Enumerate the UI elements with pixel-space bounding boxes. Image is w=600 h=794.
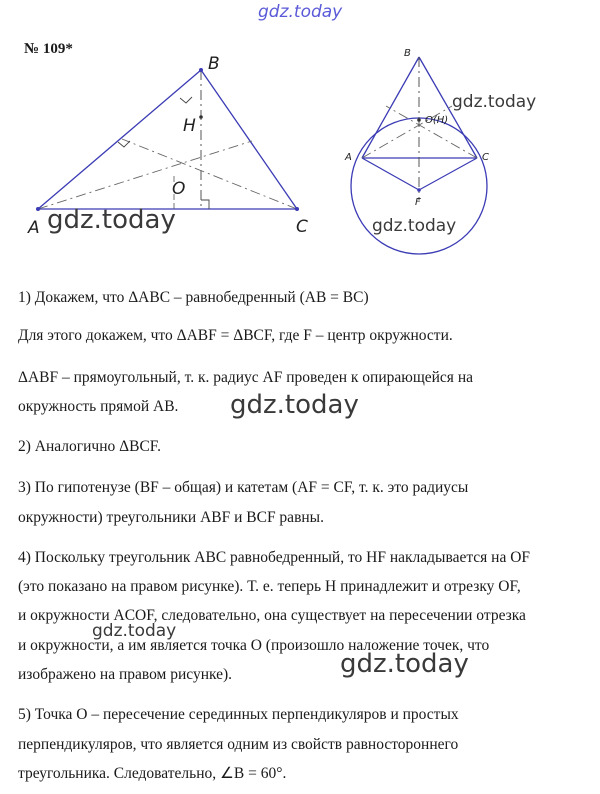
label-h: H bbox=[183, 116, 196, 136]
paragraph-5-line-1: 3) По гипотенузе (BF – общая) и катетам (AF = CF, т. к. это радиусы bbox=[18, 479, 469, 496]
paragraph-3-line-2: окружность прямой AB. bbox=[18, 398, 179, 415]
paragraph-6-line-1: 4) Поскольку треугольник ABC равнобедренный, то HF накладывается на OF bbox=[18, 549, 531, 566]
label-b: B bbox=[208, 54, 220, 74]
altitude-right-c bbox=[386, 106, 477, 158]
label-f: F bbox=[415, 197, 421, 208]
paragraph-4: 2) Аналогично ΔBCF. bbox=[18, 438, 162, 455]
label-oh: O(H) bbox=[425, 115, 449, 126]
watermark-text-small: gdz.today bbox=[92, 621, 177, 641]
watermark-fig-left: gdz.today bbox=[47, 205, 176, 235]
watermark-fig-right-bottom: gdz.today bbox=[372, 216, 457, 236]
paragraph-1: 1) Докажем, что ΔABC – равнобедренный (AB = BC) bbox=[18, 289, 369, 306]
watermark-text-bottom: gdz.today bbox=[340, 649, 469, 679]
radius-af bbox=[362, 158, 419, 190]
watermark-text-mid: gdz.today bbox=[230, 390, 359, 420]
point-oh bbox=[417, 118, 421, 122]
label-b-right: B bbox=[404, 48, 411, 59]
paragraph-2: Для этого докажем, что ΔABF = ΔBCF, где F – центр окружности. bbox=[18, 327, 453, 344]
paragraph-7-line-2: перпендикуляров, что является одним из свойств равностороннего bbox=[18, 736, 459, 753]
point-f bbox=[417, 188, 421, 192]
problem-number: № 109* bbox=[24, 41, 73, 57]
paragraph-6-line-5: изображено на правом рисунке). bbox=[18, 666, 233, 683]
paragraph-6-line-3: и окружности ACOF, следовательно, она существует на пересечении отрезка bbox=[18, 607, 526, 624]
altitude-right-a bbox=[362, 106, 452, 158]
label-a: A bbox=[28, 218, 40, 238]
paragraph-5-line-2: окружности) треугольники ABF и BCF равны. bbox=[18, 509, 324, 526]
label-o: O bbox=[172, 179, 186, 199]
side-ab-right bbox=[362, 57, 419, 158]
paragraph-7-line-3: треугольника. Следовательно, ∠B = 60°. bbox=[18, 765, 287, 782]
label-a-right: A bbox=[345, 152, 352, 163]
label-c-right: C bbox=[482, 152, 489, 163]
paragraph-7-line-1: 5) Точка O – пересечение серединных перпендикуляров и простых bbox=[18, 706, 459, 723]
paragraph-6-line-2: (это показано на правом рисунке). Т. е. теперь H принадлежит и отрезку OF, bbox=[18, 578, 521, 595]
watermark-top: gdz.today bbox=[258, 2, 343, 22]
paragraph-6-line-4: и окружности, а им является точка O (произошло наложение точек, что bbox=[18, 637, 490, 654]
radius-cf bbox=[419, 158, 477, 190]
watermark-fig-right-top: gdz.today bbox=[452, 92, 537, 112]
paragraph-3-line-1: ΔABF – прямоугольный, т. к. радиус AF проведен к опирающейся на bbox=[18, 369, 473, 386]
label-c: C bbox=[296, 217, 308, 237]
